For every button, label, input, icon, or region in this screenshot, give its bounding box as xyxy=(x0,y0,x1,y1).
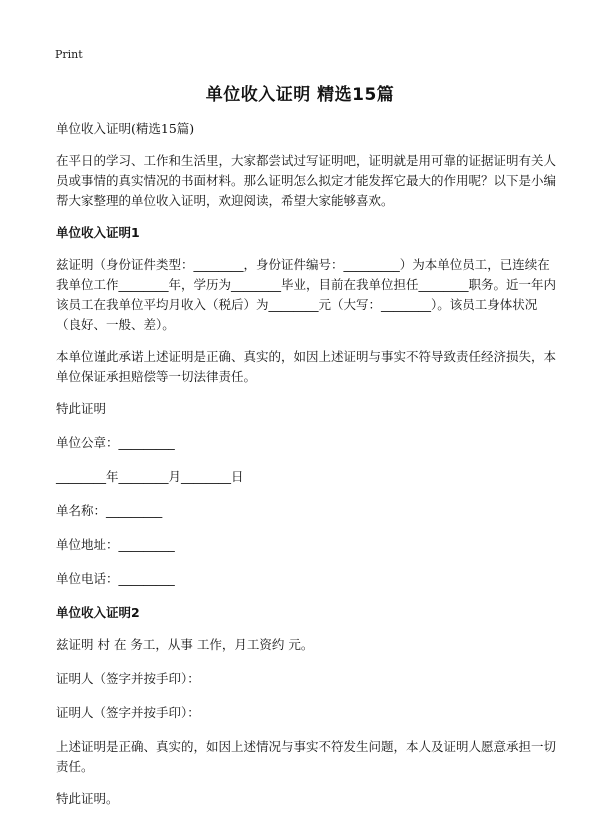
section-2-witness-2: 证明人（签字并按手印）： xyxy=(56,705,200,720)
section-2-heading: 单位收入证明2 xyxy=(56,605,140,620)
section-2-special-proof: 特此证明。 xyxy=(56,791,119,806)
section-1-unit-phone: 单位电话：_________ xyxy=(56,571,175,586)
print-label: Print xyxy=(55,48,83,61)
section-1-unit-address: 单位地址：_________ xyxy=(56,537,175,552)
page-title: 单位收入证明 精选15篇 xyxy=(205,85,395,105)
section-1-date: ________年________月________日 xyxy=(56,469,244,484)
section-2-body: 兹证明 村 在 务工，从事 工作，月工资约 元。 xyxy=(56,637,314,652)
section-1-unit-name: 单名称：_________ xyxy=(56,503,163,518)
section-1-seal: 单位公章：_________ xyxy=(56,435,175,450)
section-1-heading: 单位收入证明1 xyxy=(56,225,140,240)
section-1-body: 兹证明（身份证件类型：________，身份证件编号：_________）为本单位员工，已连续在我单位工作________年，学历为________毕业，目前在我单位担任________职务。近一年内该员工在我单位平均月收入（税后）为________元（大写：________）。该员工身体状况（良好、一般、差）。 xyxy=(56,257,557,332)
document-body xyxy=(56,119,556,823)
intro-paragraph: 在平日的学习、工作和生活里，大家都尝试过写证明吧，证明就是用可靠的证据证明有关人员或事情的真实情况的书面材料。那么证明怎么拟定才能发挥它最大的作用呢？以下是小编帮大家整理的单位收入证明，欢迎阅读，希望大家能够喜欢。 xyxy=(56,153,557,208)
section-1-commitment: 本单位谨此承诺上述证明是正确、真实的，如因上述证明与事实不符导致责任经济损失，本单位保证承担赔偿等一切法律责任。 xyxy=(56,349,557,384)
section-2-witness-1: 证明人（签字并按手印）： xyxy=(56,671,200,686)
section-1-special-proof: 特此证明 xyxy=(56,401,107,416)
document-subtitle: 单位收入证明(精选15篇) xyxy=(56,121,195,136)
section-2-statement: 上述证明是正确、真实的，如因上述情况与事实不符发生问题，本人及证明人愿意承担一切责任。 xyxy=(56,739,557,774)
